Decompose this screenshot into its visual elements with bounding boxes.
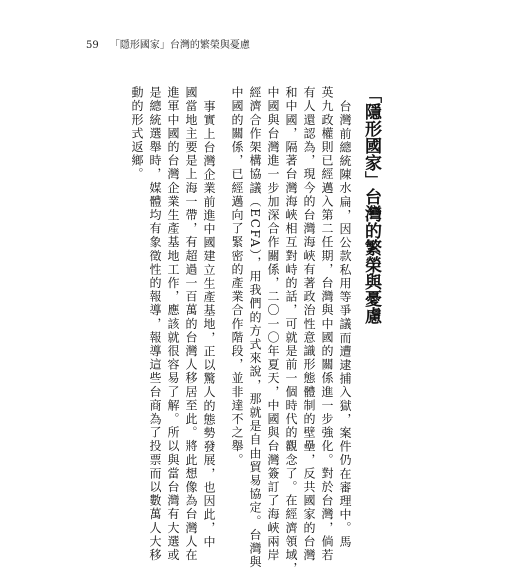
text-line: 事實上台灣企業前進中國建立生產基地，正以驚人的態勢發展，也因此，中	[202, 100, 216, 549]
text-line: 英九政權則已經邁入第二任期，台灣與中國的關係進一步強化。對於台灣，倘若	[320, 86, 334, 562]
text-line: 有人還認為，現今的台灣海峽有著政治性意識形態體制的壁壘，反共國家的台灣	[302, 86, 316, 562]
text-line: 中國與台灣進一步加深合作關係，二〇一〇年夏天，中國與台灣簽訂了海峽兩岸	[266, 86, 280, 562]
page-number: 59	[86, 40, 99, 51]
running-title: 「隱形國家」台灣的繁榮與憂慮	[109, 40, 250, 51]
text-line: 和中國，隔著台灣海峽相互對峙的話，可就是前一個時代的觀念了。在經濟領域，	[284, 86, 298, 576]
text-line: 台灣前總統陳水扁，因公款私用等爭議而遭逮捕入獄，案件仍在審理中。馬	[338, 100, 352, 549]
text-line: 進軍中國的台灣企業生產基地工作，應該就很容易了解。所以與當台灣有大選或	[166, 86, 180, 562]
section-title: 「隱形國家」台灣的繁榮與憂慮	[361, 86, 381, 324]
text-line: 經濟合作架構協議（ECFA），用我們的方式來說，那就是自由貿易協定。台灣與	[248, 86, 262, 570]
text-line: 是總統選舉時，媒體均有象徵性的報導，報導這些台商為了投票而以數萬人大移	[148, 86, 162, 562]
text-line: 國當地主要是上海一帶，有超過一百萬的台灣人移居至此。將此想像為台灣人在	[184, 86, 198, 562]
text-line: 中國的關係，已經邁向了緊密的產業合作階段，並非達不之舉。	[230, 86, 244, 467]
text-line: 動的形式返鄉。	[130, 86, 144, 182]
running-header	[86, 36, 258, 51]
